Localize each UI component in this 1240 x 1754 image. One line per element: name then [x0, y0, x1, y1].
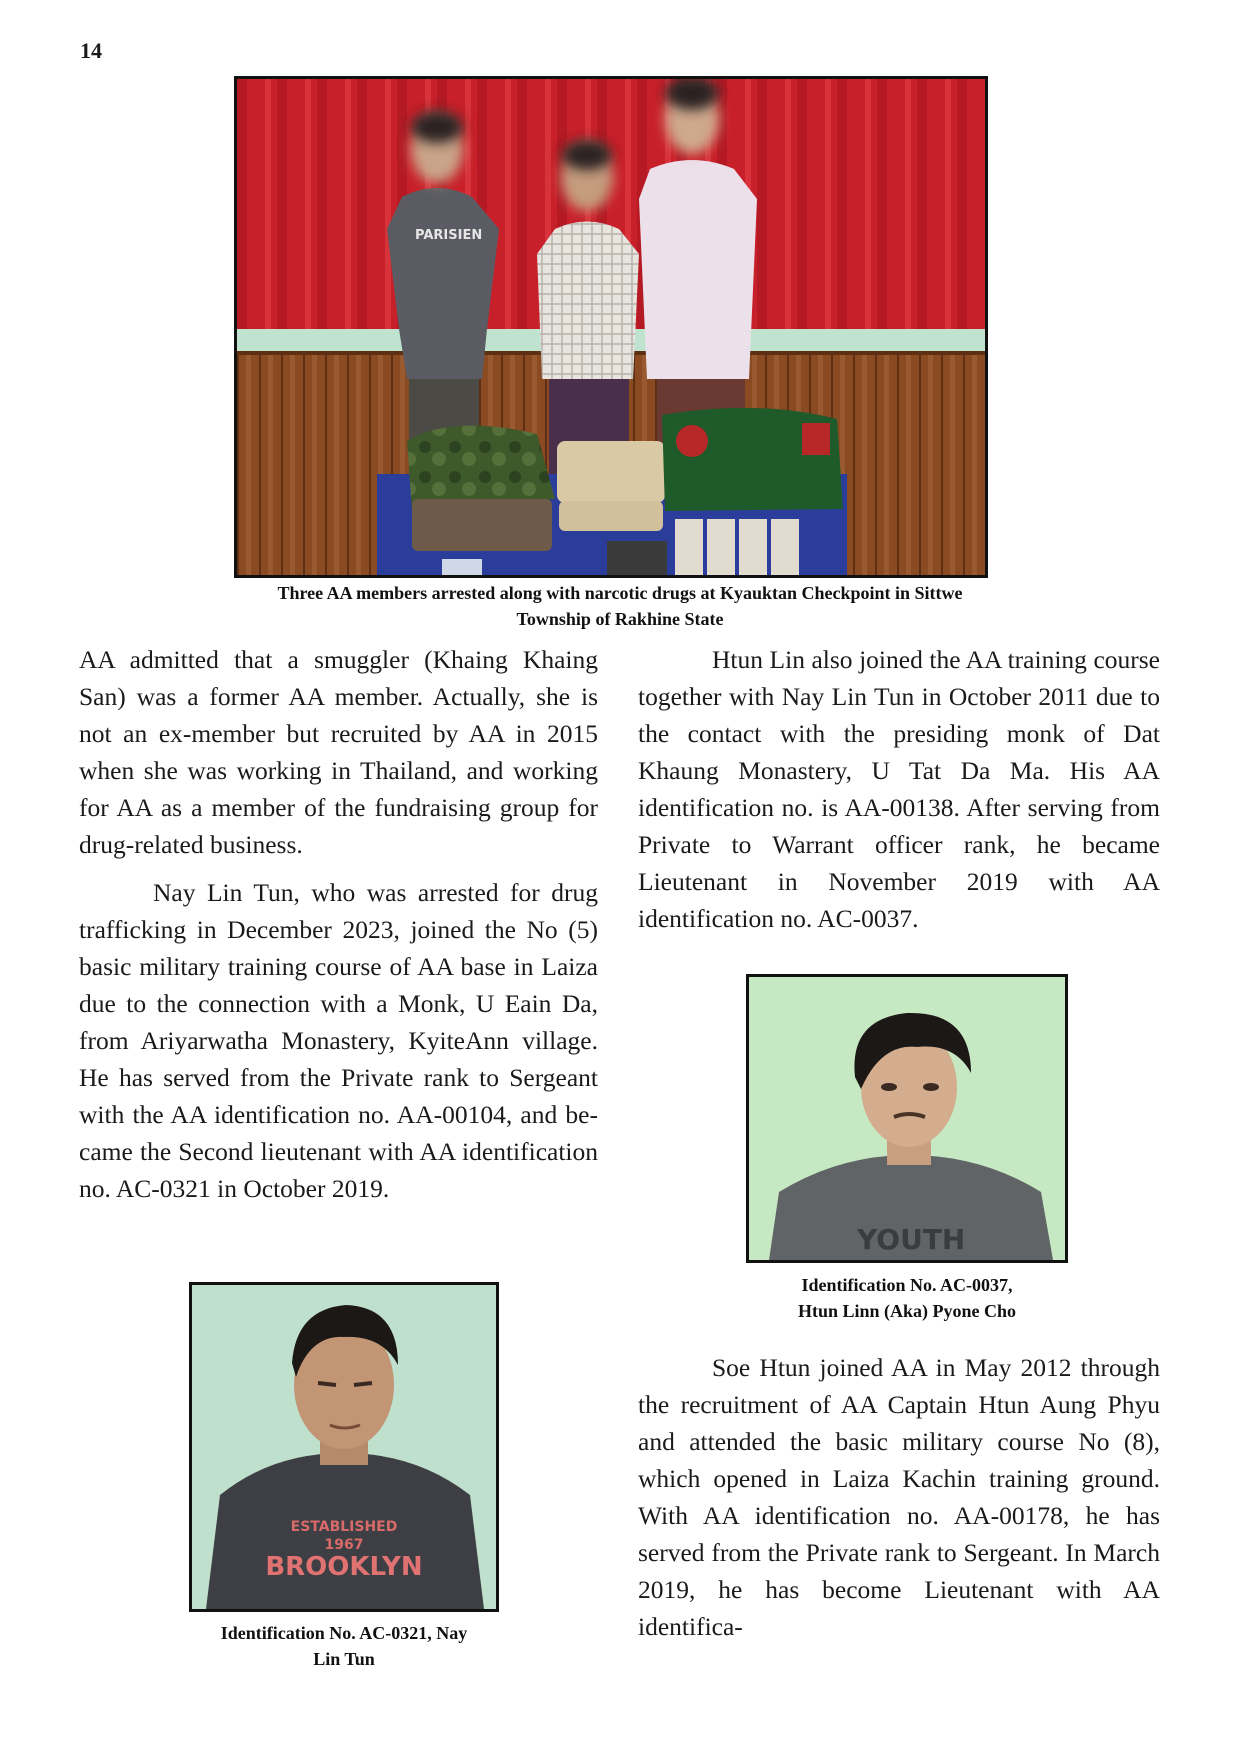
portrait-right-caption-line2: Htun Linn (Aka) Pyone Cho [797, 1301, 1017, 1321]
portrait-left-caption [160, 1620, 528, 1672]
arrest-photo-drawing [237, 79, 985, 575]
portrait-nay-lin-tun [189, 1282, 499, 1612]
portrait-nay-lin-tun-drawing [192, 1285, 496, 1609]
main-caption-line1: Three AA members arrested along with narcotic drugs at Kyauktan Checkpoint in Sittwe [277, 583, 963, 603]
portrait-left-caption-line1: Identification No. AC-0321, Nay [220, 1623, 468, 1643]
arrest-photo [234, 76, 988, 578]
right-paragraph-1: Htun Lin also joined the AA training course together with Nay Lin Tun in October 2011 due to the contact with the presiding monk of Dat Khaung Monastery, U Tat Da Ma. His AA identification no. is AA-00138. After serving from Private to Warrant officer rank, he became Lieutenant in November 2019 with AA identification no. AC-0037. [638, 645, 1160, 933]
main-caption-line2: Township of Rakhine State [516, 609, 724, 629]
left-paragraph-2: Nay Lin Tun, who was arrested for drug trafficking in December 2023, joined the No (5) basic military training course of AA base in Laiza due to the connection with a Monk, U Eain Da, from Ariyarwatha Monastery, KyiteAnn village. He has served from the Private rank to Sergeant with the AA identification no. AA-00104, and became the Second lieutenant with AA identification no. AC-0321 in October 2019. [79, 878, 598, 1203]
shirt-print-youth: YOUTH [857, 1223, 966, 1256]
right-paragraph-2: Soe Htun joined AA in May 2012 through the recruitment of AA Captain Htun Aung Phyu and attended the basic military course No (8), which opened in Laiza Kachin training ground. With AA identification no. AA-00178, he has served from the Private rank to Sergeant. In March 2019, he has become Lieutenant with AA identifica- [638, 1353, 1160, 1641]
shirt-print-established: ESTABLISHED [290, 1519, 398, 1535]
right-column-lower [638, 1349, 1160, 1645]
portrait-right-caption [700, 1272, 1114, 1324]
shirt-print-brooklyn: BROOKLYN [265, 1552, 423, 1582]
portrait-left-caption-line2: Lin Tun [313, 1649, 375, 1669]
left-paragraph-1: AA admitted that a smuggler (Khaing Khaing San) was a former AA member. Actually, she is not an ex-member but recruited by AA in 2015 when she was working in Thailand, and working for AA as a member of the fundraising group for drug-related business. [79, 645, 598, 859]
left-column [79, 641, 598, 1207]
shirt-print-year: 1967 [324, 1537, 364, 1553]
portrait-htun-linn [746, 974, 1068, 1263]
page-number: 14 [80, 38, 102, 63]
portrait-right-caption-line1: Identification No. AC-0037, [801, 1275, 1013, 1295]
right-column [638, 641, 1160, 937]
shirt-print-parisien: PARISIEN [415, 228, 483, 243]
portrait-htun-linn-drawing [749, 977, 1065, 1260]
main-photo-caption [200, 580, 1040, 632]
